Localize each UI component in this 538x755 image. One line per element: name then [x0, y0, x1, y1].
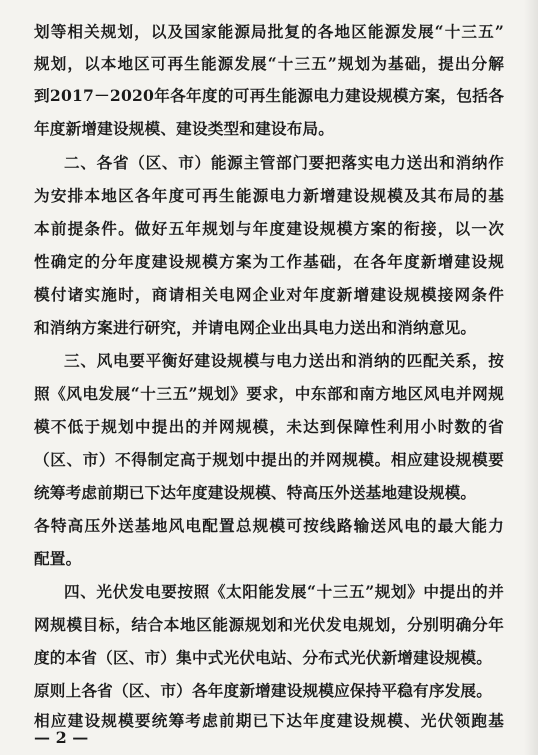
text-line: 划等相关规划，以及国家能源局批复的各地区能源发展“十三五” — [34, 22, 504, 41]
text-line: 规划，以本地区可再生能源发展“十三五”规划为基础，提出分解 — [34, 54, 504, 73]
paragraph-heading-line: 二、各省（区、市）能源主管部门要把落实电力送出和消纳作 — [64, 153, 504, 172]
text-line: 和消纳方案进行研究，并请电网企业出具电力送出和消纳意见。 — [34, 318, 477, 337]
text-line: 到2017－2020年各年度的可再生能源电力建设规模方案，包括各 — [34, 86, 504, 105]
text-line: 模付诸实施时，商请相关电网企业对年度新增建设规模接网条件 — [34, 285, 504, 304]
page-edge-shadow — [524, 0, 538, 755]
page-number: — 2 — — [34, 728, 89, 747]
text-line: 年度新增建设规模、建设类型和建设布局。 — [34, 119, 335, 138]
text-line: 为安排本地区各年度可再生能源电力新增建设规模及其布局的基 — [34, 186, 504, 205]
text-line: 相应建设规模要统筹考虑前期已下达年度建设规模、光伏领跑基 — [34, 711, 504, 730]
text-line: 照《风电发展“十三五”规划》要求，中东部和南方地区风电并网规 — [34, 384, 504, 403]
text-line: 配置。 — [34, 549, 82, 568]
text-line: 原则上各省（区、市）各年度新增建设规模应保持平稳有序发展。 — [34, 681, 493, 700]
paragraph-heading-line: 三、风电要平衡好建设规模与电力送出和消纳的匹配关系，按 — [64, 351, 504, 370]
text-line: 网规模目标，结合本地区能源规划和光伏发电规划，分别明确分年 — [34, 615, 504, 634]
text-line: 各特高压外送基地风电配置总规模可按线路输送风电的最大能力 — [34, 516, 504, 535]
text-line: 本前提条件。做好五年规划与年度建设规模方案的衔接，以一次 — [34, 219, 504, 238]
text-line: 统筹考虑前期已下达年度建设规模、特高压外送基地建设规模。 — [34, 483, 477, 502]
text-line: 性确定的分年度建设规模方案为工作基础，在各年度新增建设规 — [34, 252, 504, 271]
text-line: 模不低于规划中提出的并网规模，未达到保障性利用小时数的省 — [34, 417, 504, 436]
text-line: （区、市）不得制定高于规划中提出的并网规模。相应建设规模要 — [34, 450, 504, 469]
paragraph-heading-line: 四、光伏发电要按照《太阳能发展“十三五”规划》中提出的并 — [64, 582, 504, 601]
text-line: 度的本省（区、市）集中式光伏电站、分布式光伏新增建设规模。 — [34, 648, 493, 667]
